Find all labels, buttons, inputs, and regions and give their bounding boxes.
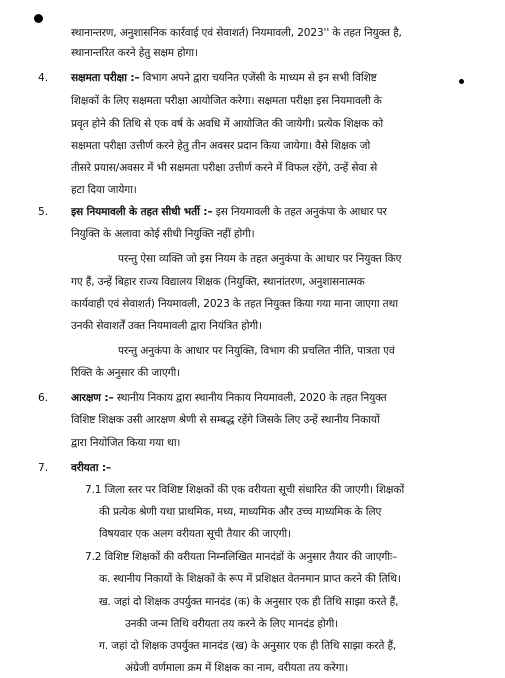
- section-4-line-2: शिक्षकों के लिए सक्षमता परीक्षा आयोजित करेगा। सक्षमता परीक्षा इस नियमावली के: [71, 95, 382, 108]
- section-4-line-5: तीसरे प्रयास/अवसर में भी सक्षमता परीक्षा उत्तीर्ण करने में विफल रहेंगे, उन्हें सेवा से: [71, 161, 378, 174]
- intro-line-1: स्थानान्तरण, अनुशासनिक कार्रवाई एवं सेवाशर्त) नियमावली, 2023'' के तहत नियुक्त है,: [71, 27, 402, 39]
- section-6-line-3: द्वारा नियोजित किया गया था।: [71, 436, 181, 449]
- section-5-proviso-1-line-1: परन्तु ऐसा व्यक्ति जो इस नियम के तहत अनुकंपा के आधार पर नियुक्त किए: [118, 253, 402, 266]
- section-4-line-4: सक्षमता परीक्षा उत्तीर्ण करने हेतु तीन अवसर प्रदान किया जायेगा। वैसे शिक्षक जो: [71, 139, 371, 152]
- ink-blot-mark: [34, 14, 43, 23]
- section-7-2-item-ga-line-1: ग. जहां दो शिक्षक उपर्युक्त मानदंड (ख) के अनुसार एक ही तिथि साझा करते हैं,: [99, 639, 397, 652]
- section-5-line-2: नियुक्ति के अलावा कोई सीधी नियुक्ति नहीं होगी।: [71, 228, 255, 241]
- section-4-number: 4.: [38, 72, 49, 85]
- section-7-1-line-3: विषयवार एक अलग वरीयता सूची तैयार की जाएगी।: [99, 528, 291, 541]
- section-6-title: आरक्षण :–: [71, 392, 114, 405]
- section-7-2-item-ga-line-2: अंग्रेजी वर्णमाला क्रम में शिक्षक का नाम, वरीयता तय करेगा।: [125, 662, 349, 674]
- section-6-number: 6.: [38, 392, 49, 405]
- section-7-2-line-1: 7.2 विशिष्ट शिक्षकों की वरीयता निम्नलिखित मानदंडों के अनुसार तैयार की जाएगीः–: [85, 551, 398, 564]
- section-7-2-item-kha-line-2: उनकी जन्म तिथि वरीयता तय करने के लिए मानदंड होगी।: [125, 617, 339, 630]
- section-5-line-1: [71, 206, 387, 219]
- section-5-text: इस नियमावली के तहत अनुकंपा के आधार पर: [215, 206, 387, 219]
- section-6-line-2: विशिष्ट शिक्षक उसी आरक्षण श्रेणी से सम्बद्ध रहेंगे जिसके लिए उन्हें स्थानीय निकायों: [71, 414, 380, 427]
- section-5-proviso-1-line-3: कार्यवाही एवं सेवाशर्त) नियमावली, 2023 के तहत नियुक्त किया गया माना जाएगा तथा: [71, 297, 398, 310]
- section-7-title: वरीयता :–: [71, 461, 112, 474]
- intro-line-2: स्थानान्तरित करने हेतु सक्षम होगा।: [71, 47, 198, 60]
- section-4-text: विभाग अपने द्वारा चयनित एजेंसी के माध्यम से इन सभी विशिष्ट: [142, 72, 377, 85]
- section-5-proviso-2-line-2: रिक्ति के अनुसार की जाएगी।: [71, 367, 181, 380]
- section-7-2-item-kha-line-1: ख. जहां दो शिक्षक उपर्युक्त मानदंड (क) के अनुसार एक ही तिथि साझा करते हैं,: [99, 595, 399, 608]
- section-4-line-3: प्रवृत होने की तिथि से एक वर्ष के अवधि में आयोजित की जायेगी। प्रत्येक शिक्षक को: [71, 117, 383, 130]
- section-5-proviso-2-line-1: परन्तु अनुकंपा के आधार पर नियुक्ति, विभाग की प्रचलित नीति, पात्रता एवं: [118, 344, 395, 357]
- section-6-line-1: [71, 392, 387, 405]
- ink-dot-mark: [459, 79, 464, 84]
- section-4-title: सक्षमता परीक्षा :–: [71, 72, 140, 85]
- section-6-text: स्थानीय निकाय द्वारा स्थानीय निकाय नियमावली, 2020 के तहत नियुक्त: [116, 392, 387, 405]
- section-7-1-line-2: की प्रत्येक श्रेणी यथा प्राथमिक, मध्य, माध्यमिक और उच्च माध्यमिक के लिए: [99, 505, 382, 518]
- section-4-line-6: हटा दिया जायेगा।: [71, 184, 137, 197]
- section-7-number: 7.: [38, 461, 49, 474]
- section-4-line-1: [71, 72, 377, 85]
- section-7-1-line-1: 7.1 जिला स्तर पर विशिष्ट शिक्षकों की एक वरीयता सूची संधारित की जाएगी। शिक्षकों: [85, 483, 405, 496]
- section-5-proviso-1-line-4: उनकी सेवाशर्तें उक्त नियमावली द्वारा नियंत्रित होगी।: [71, 319, 262, 332]
- section-5-number: 5.: [38, 206, 49, 219]
- section-5-title: इस नियमावली के तहत सीधी भर्ती :–: [71, 206, 213, 219]
- section-5-proviso-1-line-2: गए हैं, उन्हें बिहार राज्य विद्यालय शिक्षक (नियुक्ति, स्थानांतरण, अनुशासनात्मक: [71, 275, 365, 288]
- section-7-2-item-ka: क. स्थानीय निकायों के शिक्षकों के रूप में प्रशिक्षत वेतनमान प्राप्त करने की तिथि।: [99, 573, 401, 586]
